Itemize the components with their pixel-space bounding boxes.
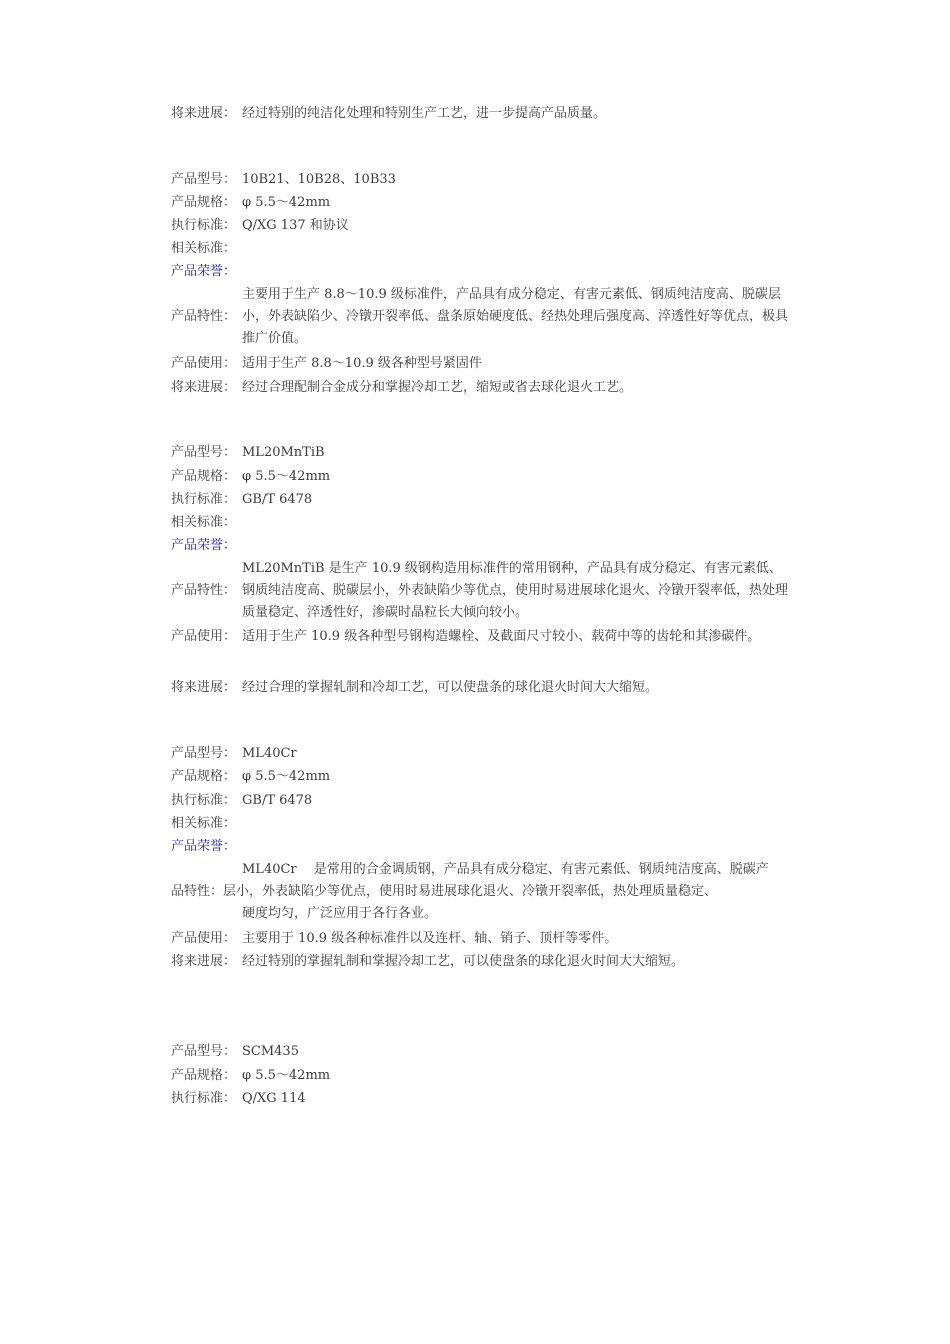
- spec-value: φ 5.5～42mm: [242, 469, 331, 484]
- standard-label: 执行标准：: [171, 1091, 237, 1106]
- spec-label: 产品规格：: [171, 195, 237, 210]
- product-3-standard-row: [171, 790, 811, 812]
- standard-label: 执行标准：: [171, 218, 237, 233]
- standard-value: Q/XG 137 和协议: [242, 218, 349, 233]
- future-label: 将来进展：: [171, 680, 237, 695]
- product-1-future-row: [171, 377, 811, 399]
- product-1-model-row: [171, 169, 811, 191]
- honor-label: 产品荣誉：: [171, 839, 237, 854]
- product-1-honor-row: [171, 261, 811, 283]
- usage-value: 适用于生产 10.9 级各种型号钢构造螺栓、及截面尺寸较小、载荷中等的齿轮和其渗碳件。: [242, 629, 761, 644]
- model-label: 产品型号：: [171, 1044, 237, 1059]
- spec-value: φ 5.5～42mm: [242, 195, 331, 210]
- product-2-related-row: [171, 512, 811, 534]
- product-3-related-row: [171, 813, 811, 835]
- product-2-honor-row: [171, 535, 811, 557]
- future-value: 经过特别的纯洁化处理和特别生产工艺，进一步提高产品质量。: [242, 106, 607, 121]
- model-label: 产品型号：: [171, 172, 237, 187]
- usage-label: 产品使用：: [171, 629, 237, 644]
- product-3-model-row: [171, 743, 811, 765]
- related-label: 相关标准：: [171, 515, 237, 530]
- model-label: 产品型号：: [171, 746, 237, 761]
- spec-label: 产品规格：: [171, 769, 237, 784]
- feature-text-line: 硬度均匀，广泛应用于各行各业。: [242, 906, 438, 921]
- usage-label: 产品使用：: [171, 356, 237, 371]
- feature-label: 产品特性：: [171, 309, 237, 324]
- product-3-feature-line-1: [171, 859, 811, 881]
- standard-value: GB/T 6478: [242, 793, 313, 808]
- usage-label: 产品使用：: [171, 931, 237, 946]
- product-1-usage-row: [171, 353, 811, 375]
- related-label: 相关标准：: [171, 816, 237, 831]
- model-value: SCM435: [242, 1044, 299, 1059]
- spec-label: 产品规格：: [171, 469, 237, 484]
- product-2-usage-row: [171, 626, 811, 648]
- feature-text-line: ML40Cr 是常用的合金调质钢，产品具有成分稳定、有害元素低、钢质纯洁度高、脱碳产: [242, 862, 769, 877]
- usage-value: 主要用于 10.9 级各种标准件以及连杆、轴、销子、顶杆等零件。: [242, 931, 618, 946]
- future-label: 将来进展：: [171, 106, 237, 121]
- product-1-feature-row: [171, 284, 811, 350]
- feature-text-line: 品特性：层小，外表缺陷少等优点，使用时易进展球化退火、冷镦开裂率低，热处理质量稳定、: [171, 884, 718, 899]
- product-1-standard-row: [171, 215, 811, 237]
- model-value: ML20MnTiB: [242, 445, 325, 460]
- future-value: 经过合理的掌握轧制和冷却工艺，可以使盘条的球化退火时间大大缩短。: [242, 680, 659, 695]
- product-3-feature-line-3: [171, 903, 811, 925]
- product-3-honor-row: [171, 836, 811, 858]
- product-2-feature-row: [171, 558, 811, 624]
- spec-value: φ 5.5～42mm: [242, 769, 331, 784]
- model-label: 产品型号：: [171, 445, 237, 460]
- future-value: 经过特别的掌握轧制和掌握冷却工艺，可以使盘条的球化退火时间大大缩短。: [242, 954, 685, 969]
- product-4-model-row: [171, 1041, 811, 1063]
- future-label: 将来进展：: [171, 380, 237, 395]
- product-4-standard-row: [171, 1088, 811, 1110]
- product-2-future-row: [171, 677, 811, 699]
- standard-label: 执行标准：: [171, 793, 237, 808]
- product-4-spec-row: [171, 1065, 811, 1087]
- product-3-feature-line-2: [171, 881, 811, 903]
- future-label: 将来进展：: [171, 954, 237, 969]
- standard-label: 执行标准：: [171, 492, 237, 507]
- product-2-standard-row: [171, 489, 811, 511]
- product-1-spec-row: [171, 192, 811, 214]
- product-2-spec-row: [171, 466, 811, 488]
- spec-label: 产品规格：: [171, 1068, 237, 1083]
- spec-value: φ 5.5～42mm: [242, 1068, 331, 1083]
- product-3-usage-row: [171, 928, 811, 950]
- honor-label: 产品荣誉：: [171, 264, 237, 279]
- usage-value: 适用于生产 8.8～10.9 级各种型号紧固件: [242, 356, 482, 371]
- related-label: 相关标准：: [171, 241, 237, 256]
- feature-label: 产品特性：: [171, 583, 237, 598]
- product-3-spec-row: [171, 766, 811, 788]
- intro-future-row: [171, 103, 811, 125]
- standard-value: GB/T 6478: [242, 492, 313, 507]
- model-value: ML40Cr: [242, 746, 297, 761]
- standard-value: Q/XG 114: [242, 1091, 306, 1106]
- feature-value: ML20MnTiB 是生产 10.9 级钢构造用标准件的常用钢种，产品具有成分稳定、有害元素低、钢质纯洁度高、脱碳层小，外表缺陷少等优点，使用时易进展球化退火、冷镦开裂率低，热处理质量稳定、淬透性好，渗碳时晶粒长大倾向较小。: [242, 561, 789, 620]
- product-3-future-row: [171, 951, 811, 973]
- feature-value: 主要用于生产 8.8～10.9 级标准件，产品具有成分稳定、有害元素低、钢质纯洁度高、脱碳层小，外表缺陷少、冷镦开裂率低、盘条原始硬度低、经热处理后强度高、淬透性好等优点，极具推广价值。: [242, 287, 789, 346]
- product-1-related-row: [171, 238, 811, 260]
- product-2-model-row: [171, 442, 811, 464]
- future-value: 经过合理配制合金成分和掌握冷却工艺，缩短或省去球化退火工艺。: [242, 380, 633, 395]
- honor-label: 产品荣誉：: [171, 538, 237, 553]
- model-value: 10B21、10B28、10B33: [242, 172, 396, 187]
